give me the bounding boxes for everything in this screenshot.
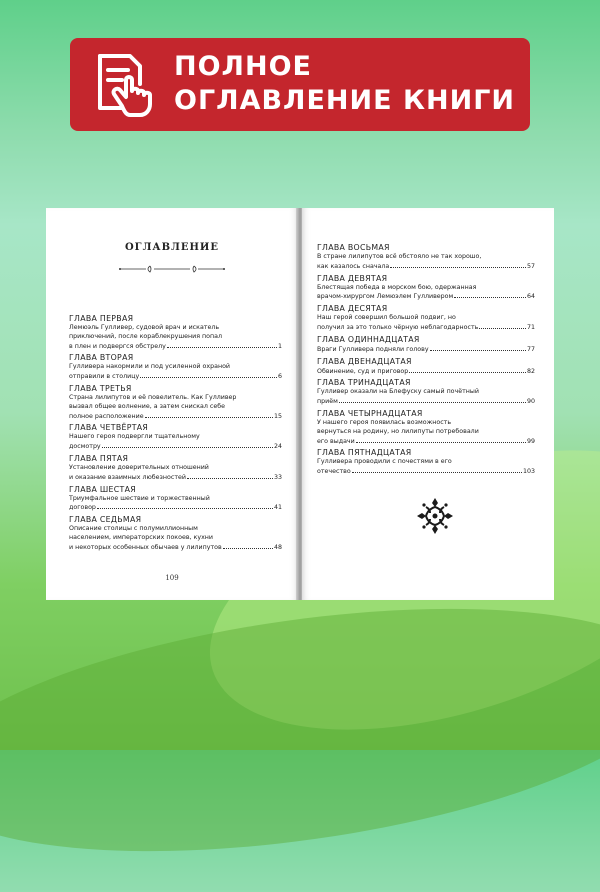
- dot-leader: [223, 543, 273, 549]
- toc-entry: [317, 378, 535, 407]
- document-hand-icon: [88, 50, 158, 120]
- chapter-description-last-line: [317, 367, 535, 377]
- chapter-description-line: Блестящая победа в морском бою, одержанная: [317, 283, 477, 291]
- chapter-heading: ГЛАВА ПЯТАЯ: [69, 453, 129, 463]
- chapter-heading: ГЛАВА ТРИНАДЦАТАЯ: [317, 378, 411, 388]
- chapter-description-line: вызвал общее волнение, а затем снискал себе: [69, 402, 225, 410]
- ornamental-divider: [116, 262, 228, 276]
- chapter-page-number: 71: [526, 323, 535, 331]
- chapter-heading: ГЛАВА ВОСЬМАЯ: [317, 243, 390, 252]
- chapter-description-line: в плен и подвергся обстрелу: [69, 342, 166, 350]
- toc-entry: [317, 409, 535, 446]
- chapter-page-number: 82: [526, 367, 535, 375]
- chapter-description-line: Гулливер оказали на Блефуску самый почётный: [317, 388, 479, 396]
- chapter-description-line: и некоторых особенных обычаев у лилипутов: [69, 543, 222, 551]
- chapter-description-line: как казалось сначала: [317, 262, 390, 270]
- banner-title-line-2: ОГЛАВЛЕНИЕ КНИГИ: [174, 85, 516, 116]
- toc-entry: [69, 485, 282, 514]
- chapter-description-last-line: [69, 543, 282, 553]
- chapter-description-line: полное расположение: [69, 412, 144, 420]
- chapter-page-number: 48: [273, 543, 282, 551]
- chapter-description-line: У нашего героя появилась возможность: [317, 418, 452, 426]
- chapter-description-line: отечество: [317, 468, 351, 476]
- toc-entry: [317, 304, 535, 333]
- chapter-description-last-line: [69, 342, 282, 352]
- open-book: [46, 208, 554, 600]
- chapter-description-last-line: [69, 473, 282, 483]
- chapter-heading: ГЛАВА ДЕСЯТАЯ: [317, 304, 388, 314]
- right-page: [302, 208, 554, 600]
- chapter-description-line: Враги Гулливера подняли голову: [317, 345, 429, 353]
- chapter-page-number: 1: [277, 342, 282, 350]
- chapter-description-last-line: [317, 437, 535, 447]
- left-page: [46, 208, 298, 600]
- dot-leader: [187, 473, 273, 479]
- chapter-page-number: 15: [273, 412, 282, 420]
- toc-list: [69, 314, 282, 555]
- chapter-heading: ГЛАВА ПЕРВАЯ: [69, 314, 134, 323]
- dot-leader: [145, 412, 273, 418]
- chapter-description-last-line: [317, 292, 535, 302]
- fleuron-icon: [415, 496, 455, 536]
- chapter-description-last-line: [69, 442, 282, 452]
- chapter-description-line: его выдачи: [317, 437, 355, 445]
- chapter-page-number: 24: [273, 443, 282, 451]
- toc-list: [317, 243, 535, 479]
- chapter-description-line: Нашего героя подвергли тщательному: [69, 433, 200, 441]
- chapter-heading: ГЛАВА ТРЕТЬЯ: [69, 383, 132, 393]
- chapter-page-number: 90: [526, 398, 535, 406]
- chapter-description-line: Триумфальное шествие и торжественный: [69, 494, 210, 502]
- toc-entry: [317, 357, 535, 377]
- page-number: 109: [165, 574, 179, 582]
- chapter-heading: ГЛАВА ПЯТНАДЦАТАЯ: [317, 448, 412, 458]
- chapter-description-line: Установление доверительных отношений: [69, 463, 209, 471]
- dot-leader: [339, 397, 526, 403]
- chapter-description-last-line: [317, 467, 535, 477]
- chapter-page-number: 41: [273, 504, 282, 512]
- chapter-page-number: 64: [526, 293, 535, 301]
- chapter-description-line: Описание столицы с полумиллионным: [69, 525, 198, 533]
- toc-heading: ОГЛАВЛЕНИЕ: [124, 242, 220, 253]
- chapter-description-last-line: [69, 412, 282, 422]
- dot-leader: [430, 345, 526, 351]
- dot-leader: [102, 442, 273, 448]
- chapter-heading: ГЛАВА ОДИННАДЦАТАЯ: [317, 334, 420, 344]
- toc-entry: [317, 274, 535, 303]
- chapter-heading: ГЛАВА ЧЕТВЁРТАЯ: [69, 423, 149, 433]
- chapter-description-last-line: [317, 323, 535, 333]
- dot-leader: [352, 467, 522, 473]
- chapter-description-last-line: [317, 397, 535, 407]
- chapter-heading: ГЛАВА СЕДЬМАЯ: [69, 515, 142, 525]
- chapter-page-number: 77: [526, 345, 535, 353]
- chapter-page-number: 33: [273, 473, 282, 481]
- chapter-heading: ГЛАВА ШЕСТАЯ: [69, 484, 136, 494]
- chapter-description-line: Гулливера проводили с почестями в его: [317, 458, 452, 466]
- chapter-description-last-line: [317, 345, 535, 355]
- toc-entry: [317, 448, 535, 477]
- dot-leader: [479, 323, 526, 329]
- chapter-description-line: приключений, после кораблекрушения попал: [69, 332, 222, 340]
- dot-leader: [356, 437, 526, 443]
- chapter-description-line: населением, императорских покоев, кухни: [69, 533, 214, 541]
- chapter-description-last-line: [69, 503, 282, 513]
- chapter-heading: ГЛАВА ДВЕНАДЦАТАЯ: [317, 356, 412, 366]
- chapter-description-line: и оказание взаимных любезностей: [69, 473, 186, 481]
- chapter-description-line: договор: [69, 504, 96, 512]
- dot-leader: [454, 292, 526, 298]
- chapter-description-line: Обвинение, суд и приговор: [317, 367, 409, 375]
- toc-entry: [317, 335, 535, 355]
- dot-leader: [97, 503, 273, 509]
- chapter-description-line: Гулливера накормили и под усиленной охраной: [69, 363, 231, 371]
- chapter-description-last-line: [317, 262, 535, 272]
- toc-entry: [69, 423, 282, 452]
- dot-leader: [409, 367, 526, 373]
- title-banner: [70, 38, 530, 131]
- chapter-page-number: 57: [526, 262, 535, 270]
- chapter-description-line: Наш герой совершил большой подвиг, но: [317, 314, 456, 322]
- chapter-description-line: получил за это только чёрную неблагодарность: [317, 323, 479, 331]
- chapter-page-number: 99: [526, 437, 535, 445]
- dot-leader: [390, 262, 526, 268]
- chapter-page-number: 6: [277, 373, 282, 381]
- chapter-page-number: 103: [522, 468, 535, 476]
- dot-leader: [167, 342, 277, 348]
- chapter-description-last-line: [69, 372, 282, 382]
- banner-title-line-1: ПОЛНОЕ: [174, 51, 312, 82]
- chapter-description-line: досмотру: [69, 443, 101, 451]
- toc-entry: [69, 515, 282, 552]
- toc-entry: [69, 353, 282, 382]
- toc-entry: [69, 454, 282, 483]
- toc-entry: [69, 314, 282, 351]
- chapter-description-line: приём: [317, 398, 338, 406]
- chapter-description-line: Лемюэль Гулливер, судовой врач и искатель: [69, 324, 220, 331]
- chapter-heading: ГЛАВА ЧЕТЫРНАДЦАТАЯ: [317, 408, 423, 418]
- chapter-description-line: отправили в столицу: [69, 373, 140, 381]
- toc-entry: [69, 384, 282, 421]
- toc-entry: [317, 243, 535, 272]
- chapter-heading: ГЛАВА ВТОРАЯ: [69, 353, 134, 363]
- chapter-heading: ГЛАВА ДЕВЯТАЯ: [317, 273, 388, 283]
- chapter-description-line: В стране лилипутов всё обстояло не так хорошо,: [317, 253, 482, 260]
- dot-leader: [140, 372, 277, 378]
- chapter-description-line: врачом-хирургом Лемюэлем Гулливером: [317, 293, 454, 301]
- chapter-description-line: Страна лилипутов и её повелитель. Как Гулливер: [69, 393, 237, 401]
- chapter-description-line: вернуться на родину, но лилипуты потребовали: [317, 427, 479, 435]
